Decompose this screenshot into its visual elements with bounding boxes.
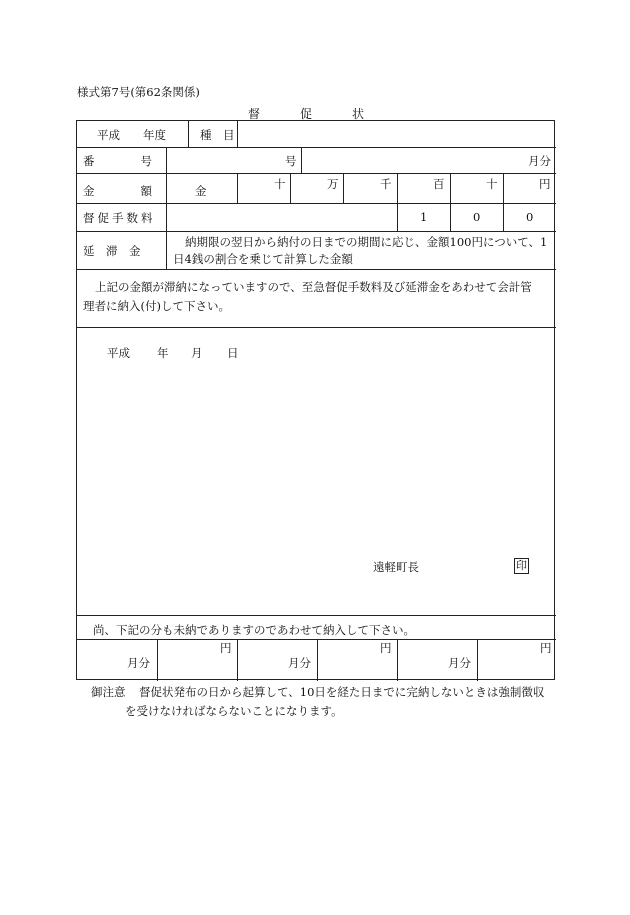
fee-digit-ten: 0	[473, 210, 481, 224]
tax-type-label: 種 目	[200, 128, 235, 142]
digit-unit-ten-thousand: 万	[327, 177, 339, 191]
form-number: 様式第7号(第62条関係)	[77, 85, 200, 99]
issuer-name: 遠軽町長	[373, 560, 419, 574]
number-label: 番 号	[83, 154, 152, 168]
fee-digit-hundred: 1	[420, 210, 428, 224]
month-unit: 月分	[528, 154, 551, 168]
digit-unit-ten-million: 十	[274, 177, 286, 191]
yen-unit-2: 円	[380, 641, 392, 655]
footnote-label: 御注意	[91, 685, 126, 699]
date-month-unit: 月	[191, 346, 203, 360]
date-year-unit: 年	[157, 346, 169, 360]
amount-label: 金 額	[83, 184, 152, 198]
date-day-unit: 日	[227, 346, 239, 360]
footnote-line-2: を受けなければならないことになります。	[125, 704, 343, 718]
date-era: 平成	[107, 346, 130, 360]
footnote-line-1: 督促状発布の日から起算して、10日を経た日までに完納しないときは強制徴収	[139, 685, 545, 699]
month-unit-1: 月分	[127, 656, 150, 670]
fee-label: 督促手数料	[83, 211, 156, 225]
delinquency-text-2: 日4銭の割合を乗じて計算した金額	[173, 252, 353, 266]
page-title: 督促状	[248, 107, 405, 121]
notice-line-2: 理者に納入(付)して下さい。	[83, 299, 230, 313]
yen-unit-1: 円	[220, 641, 232, 655]
number-unit: 号	[285, 154, 297, 168]
month-unit-2: 月分	[288, 656, 311, 670]
digit-unit-ten: 十	[486, 177, 498, 191]
delinquency-label: 延 滞 金	[83, 244, 141, 258]
delinquency-text-1: 納期限の翌日から納付の日までの期間に応じ、金額100円について、1	[185, 235, 548, 249]
amount-prefix: 金	[195, 184, 207, 198]
yen-unit-3: 円	[540, 641, 552, 655]
digit-unit-hundred: 百	[433, 177, 445, 191]
additional-note: 尚、下記の分も未納でありますのであわせて納入して下さい。	[93, 623, 415, 637]
notice-form	[76, 120, 555, 680]
fee-digit-one: 0	[526, 210, 534, 224]
fiscal-year-label: 平成 年度	[97, 128, 166, 142]
notice-line-1: 上記の金額が滞納になっていますので、至急督促手数料及び延滞金をあわせて会計管	[95, 280, 532, 294]
digit-unit-yen: 円	[539, 177, 551, 191]
digit-unit-thousand: 千	[380, 177, 392, 191]
seal-mark: 印	[516, 559, 527, 572]
month-unit-3: 月分	[448, 656, 471, 670]
